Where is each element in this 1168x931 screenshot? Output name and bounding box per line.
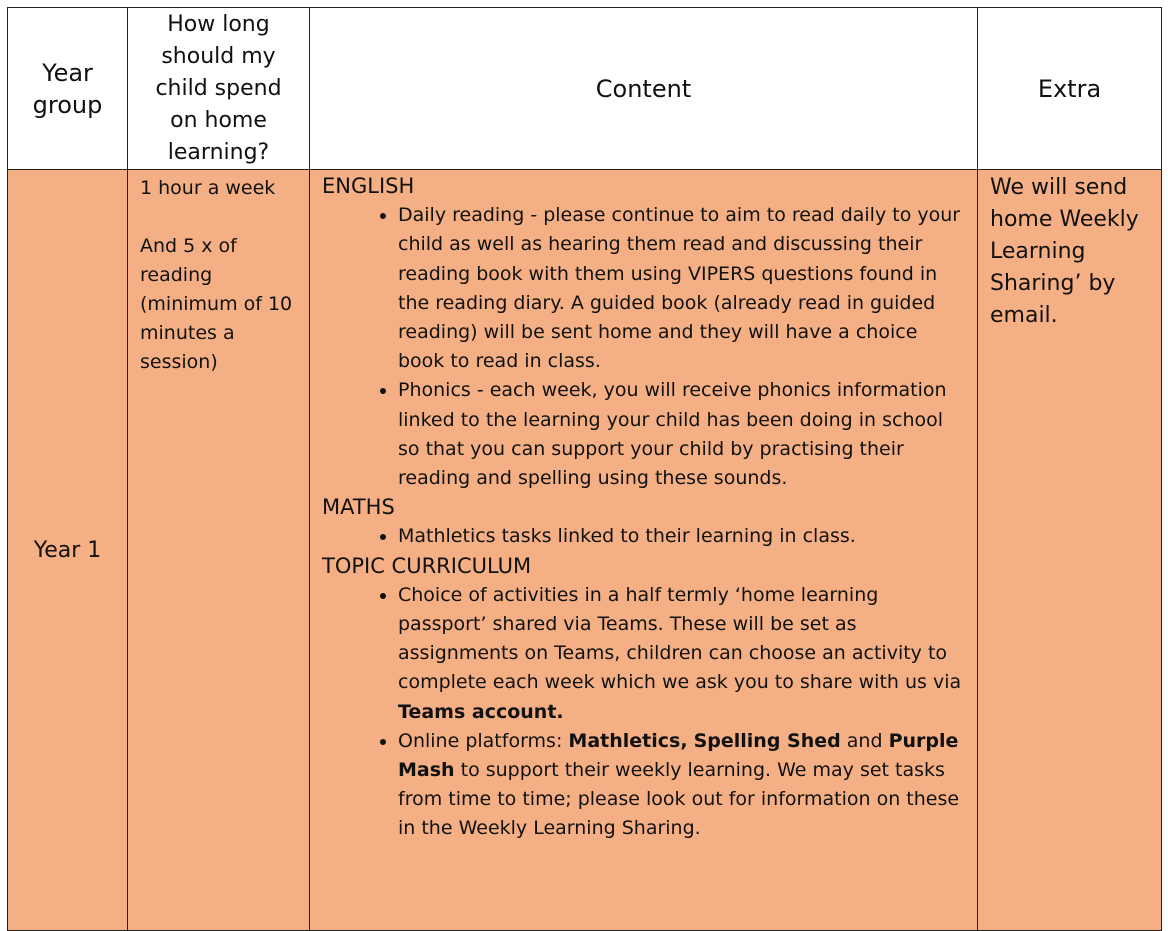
online-platforms-suffix: to support their weekly learning. We may set tasks from time to time; please look out for information on these in the Weekly Learning Sharing. [398,759,960,840]
year-label: Year 1 [33,537,102,563]
time-reading: And 5 x of reading (minimum of 10 minutes a session) [140,235,293,373]
maths-item-text: Mathletics tasks linked to their learning in class. [398,525,856,548]
subject-english: ENGLISH [322,174,415,198]
header-extra-label: Extra [1037,74,1102,103]
header-time-label: How long should my child spend on home learning? [155,11,282,165]
maths-list [322,522,969,551]
english-reading-text: Daily reading - please continue to aim to read daily to your child as well as hearing them read and discussing their reading book with them using VIPERS questions found in the reading diary. A guided book (already read in guided reading) will be sent home and they will have a choice book to read in class. [398,204,961,373]
time-hours: 1 hour a week [140,177,276,199]
table-row [8,170,1162,931]
subject-topic: TOPIC CURRICULUM [322,553,532,578]
mathletics-name: Mathletics [568,729,681,752]
list-item [398,727,969,844]
topic-choice-text: Choice of activities in a half termly ‘home learning passport’ shared via Teams. These will be set as assignments on Teams, children can choose an activity to complete each week which we ask you to share with us via [398,583,962,694]
teams-account-text: Teams account. [398,700,564,723]
year-cell [8,170,128,931]
online-platforms-label: Online platforms: [398,729,563,752]
subject-maths: MATHS [322,495,395,520]
header-content-label: Content [595,74,692,103]
purple-mash-name: Purple Mash [398,729,959,782]
english-list [322,201,969,493]
spelling-shed-name: Spelling Shed [693,729,841,752]
platform-comma: , [680,729,688,752]
and-word: and [846,729,883,752]
header-content [310,8,978,170]
extra-text: We will send home Weekly Learning Sharing’ by email. [990,175,1139,328]
header-extra [978,8,1162,170]
header-time [128,8,310,170]
time-cell [128,170,310,931]
topic-list [322,581,969,844]
content-cell [310,170,978,931]
list-item [398,581,969,727]
header-year-group-label: Year group [32,58,103,119]
header-year-group [8,8,128,170]
extra-cell [978,170,1162,931]
list-item [398,376,969,493]
table-header-row [8,8,1162,170]
list-item [398,522,969,551]
list-item [398,201,969,376]
english-phonics-text: Phonics - each week, you will receive phonics information linked to the learning your child has been doing in school so that you can support your child by practising their reading and spelling using these sounds. [398,379,947,490]
home-learning-table [7,7,1162,931]
